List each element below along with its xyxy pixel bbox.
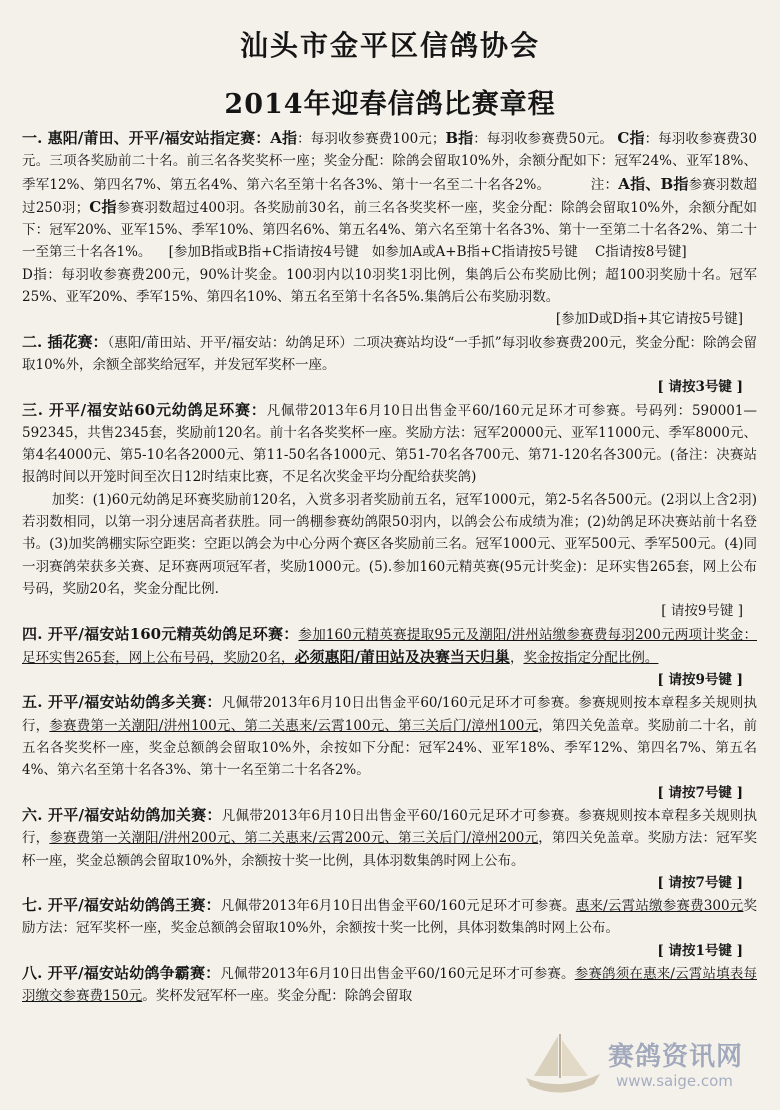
- section-6-key: [ 请按7号键 ]: [657, 874, 743, 891]
- section-3-text: 凡佩带2013年6月10日出售金平60/160元足环才可参赛。号码列：590001—592345，共售2345套，奖励前120名。前十名各奖奖杯一座。奖励方法：冠军20000元、亚军11000元、季军8000元、第4名4000元、第5-10名各2000元、第11-50名各1000元、第51-70名各700元、第71-120名各300元。(备注：决赛站报鸽时间以开笼时间至次日12时结束比赛，不足名次奖金平均分配给获奖鸽): [22, 402, 757, 486]
- key-note-d: [参加D或D指+其它请按5号键]: [555, 311, 743, 328]
- site-watermark: [516, 1030, 766, 1100]
- a-label: A指: [270, 129, 298, 147]
- key-note-3: C指请按8号键]: [594, 244, 687, 261]
- section-1-heading: 一. 惠阳/莆田、开平/福安站指定赛：: [22, 129, 271, 147]
- section-5-text-1: 凡佩带2013年6月10日出售金平60/160元足环才可参赛。参赛规则按本章程多关规则执行，: [22, 695, 757, 734]
- section-5-heading: 五. 开平/福安站幼鸽多关赛：: [22, 693, 222, 712]
- section-8-text-1: 凡佩带2013年6月10日出售金平60/160元足环才可参赛。: [220, 965, 575, 982]
- ab-text: 参赛羽数超过250羽；: [22, 176, 757, 216]
- section-4-key: [ 请按9号键 ]: [657, 672, 743, 689]
- b-text: ：每羽收参赛费50元。: [473, 131, 613, 147]
- watermark-url: www.saige.com: [616, 1072, 733, 1090]
- rules-body: [22, 127, 757, 1008]
- note-label: 注：: [590, 176, 619, 193]
- section-2: [22, 331, 757, 399]
- section-7-key: [ 请按1号键 ]: [657, 942, 743, 959]
- b-label: B指: [445, 129, 474, 147]
- c2-text: 参赛羽数超过400羽。各奖励前30名，前三名各奖奖杯一座，奖金分配：除鸽会留取10%外，余额分配如下：冠军20%、亚军15%、季军10%、第四名6%、第五名4%、第六名至第十名各3%、第十一至第二十名各2%、第二十一至第三十名各1%。: [22, 199, 757, 261]
- section-8-fee: 参赛鸽须在惠来/云霄站填表每羽缴交参赛费150元: [22, 965, 757, 1005]
- section-7-heading: 七. 开平/福安站幼鸽鸽王赛：: [22, 896, 221, 915]
- section-8-text-2: 。奖杯发冠军杯一座。奖金分配：除鸽会留取: [142, 988, 413, 1005]
- section-4-underlined-1: 参加160元精英赛提取95元及潮阳/汫州站缴参赛费每羽200元两项计奖金：足环实售265套，网上公布号码，奖励20名，: [22, 626, 757, 666]
- section-2-text: （惠阳/莆田站、开平/福安站：幼鸽足环）二项决赛站均设“一手抓”每羽收参赛费200元，奖金分配：除鸽会留取10%外，余额全部奖给冠军，并发冠军奖杯一座。: [22, 334, 757, 373]
- section-5-key: [ 请按7号键 ]: [657, 784, 743, 801]
- section-3-heading: 三. 开平/福安站60元幼鸽足环赛：: [22, 400, 267, 419]
- key-note-1: [参加B指或B指+C指请按4号键: [168, 244, 359, 261]
- section-7-fee: 惠来/云霄站缴参赛费300元: [575, 898, 744, 915]
- key-note-2: 如参加A或A+B指+C指请按5号键: [371, 244, 578, 261]
- section-4-bold: 必须惠阳/莆田站及决赛当天归巢: [294, 647, 510, 666]
- section-6-text-1: 凡佩带2013年6月10日出售金平60/160元足环才可参赛。参赛规则按本章程多关规则执行，: [22, 807, 757, 847]
- section-7: [22, 894, 757, 962]
- c2-label: C指: [89, 197, 117, 216]
- section-6: [22, 804, 757, 894]
- section-6-heading: 六. 开平/福安站幼鸽加关赛：: [22, 805, 222, 824]
- section-3-key: [ 请按9号键 ]: [661, 603, 743, 620]
- section-3: [22, 399, 757, 623]
- a-text: ：每羽收参赛费100元；: [297, 131, 446, 147]
- section-5-text-2: ，第四关免盖章。奖励前二十名，前五名各奖奖杯一座，奖金总额鸽会留取10%外，余按如下分配：冠军24%、亚军18%、季军12%、第四名7%、第五名4%、第六名至第十名各3%、第十一名至第二十名各2%。: [22, 717, 758, 779]
- document-subtitle: 2014年迎春信鸽比赛章程: [224, 89, 556, 120]
- boat-logo-icon: [516, 1030, 606, 1100]
- section-4-underlined-2: 奖金按指定分配比例。: [523, 649, 659, 666]
- section-3-extra: 加奖：(1)60元幼鸽足环赛奖励前120名，入赏多羽者奖励前五名，冠军1000元，第2-5名各500元。(2羽以上含2羽)若羽数相同，以第一羽分速居高者获胜。同一鸽棚参赛幼鸽限50羽内，以鸽会公布成绩为准；(2)幼鸽足环决赛站前十名登书。(3)加奖鸽棚实际空距奖：空距以鸽会为中心分两个赛区各奖励前三名。冠军1000元、亚军500元、季军500元。(4)同一羽赛鸽荣获多关赛、足环赛两项冠军者，奖励1000元。(5).参加160元精英赛(95元计奖金)：足环实售265套，网上公布号码，奖励20名，奖金分配比例.: [22, 491, 757, 597]
- document-title: 汕头市金平区信鸽协会: [239, 29, 540, 62]
- section-5-fees: 参赛费第一关潮阳/汫州100元、第二关惠来/云霄100元、第三关后门/漳州100元: [49, 717, 539, 734]
- section-5: [22, 691, 757, 803]
- watermark-text: 赛鸽资讯网: [608, 1042, 744, 1072]
- section-6-text-2: ，第四关免盖章。奖励方法：冠军奖杯一座，奖金总额鸽会留取10%外，余额按十奖一比例，具体羽数集鸽时网上公布。: [22, 830, 758, 869]
- section-4-sep: ，: [509, 649, 524, 666]
- section-7-text-2: 奖励方法：冠军奖杯一座，奖金总额鸽会留取10%外，余额按十奖一比例，具体羽数集鸽时网上公布。: [22, 898, 757, 937]
- section-8-heading: 八. 开平/福安站幼鸽争霸赛：: [22, 963, 221, 982]
- c-label: C指: [617, 129, 645, 147]
- section-8: [22, 962, 757, 1008]
- section-4: [22, 623, 757, 692]
- c-text: ：每羽收参赛费30元。三项各奖励前二十名。前三名各奖奖杯一座；奖金分配：除鸽会留取10%外，余额分配如下：冠军24%、亚军18%、季军12%、第四名7%、第五名4%、第六名至第十名各3%、第十一名至二十名各2%。: [22, 131, 757, 193]
- section-7-text-1: 凡佩带2013年6月10日出售金平60/160元足环才可参赛。: [220, 898, 576, 915]
- section-6-fees: 参赛费第一关潮阳/汫州200元、第二关惠来/云霄200元、第三关后门/漳州200元: [49, 830, 539, 847]
- section-4-heading: 四. 开平/福安站160元精英幼鸽足环赛：: [22, 624, 299, 643]
- ab-label: A指、B指: [618, 174, 689, 193]
- d-text: D指：每羽收参赛费200元，90%计奖金。100羽内以10羽奖1羽比例，集鸽后公布奖励比例；超100羽奖励十名。冠军25%、亚军20%、季军15%、第四名10%、第五名至第十名各5%.集鸽后公布奖励羽数。: [22, 266, 757, 306]
- section-1: [22, 127, 757, 331]
- section-2-heading: 二. 插花赛：: [22, 332, 108, 351]
- section-2-key: [ 请按3号键 ]: [657, 379, 743, 396]
